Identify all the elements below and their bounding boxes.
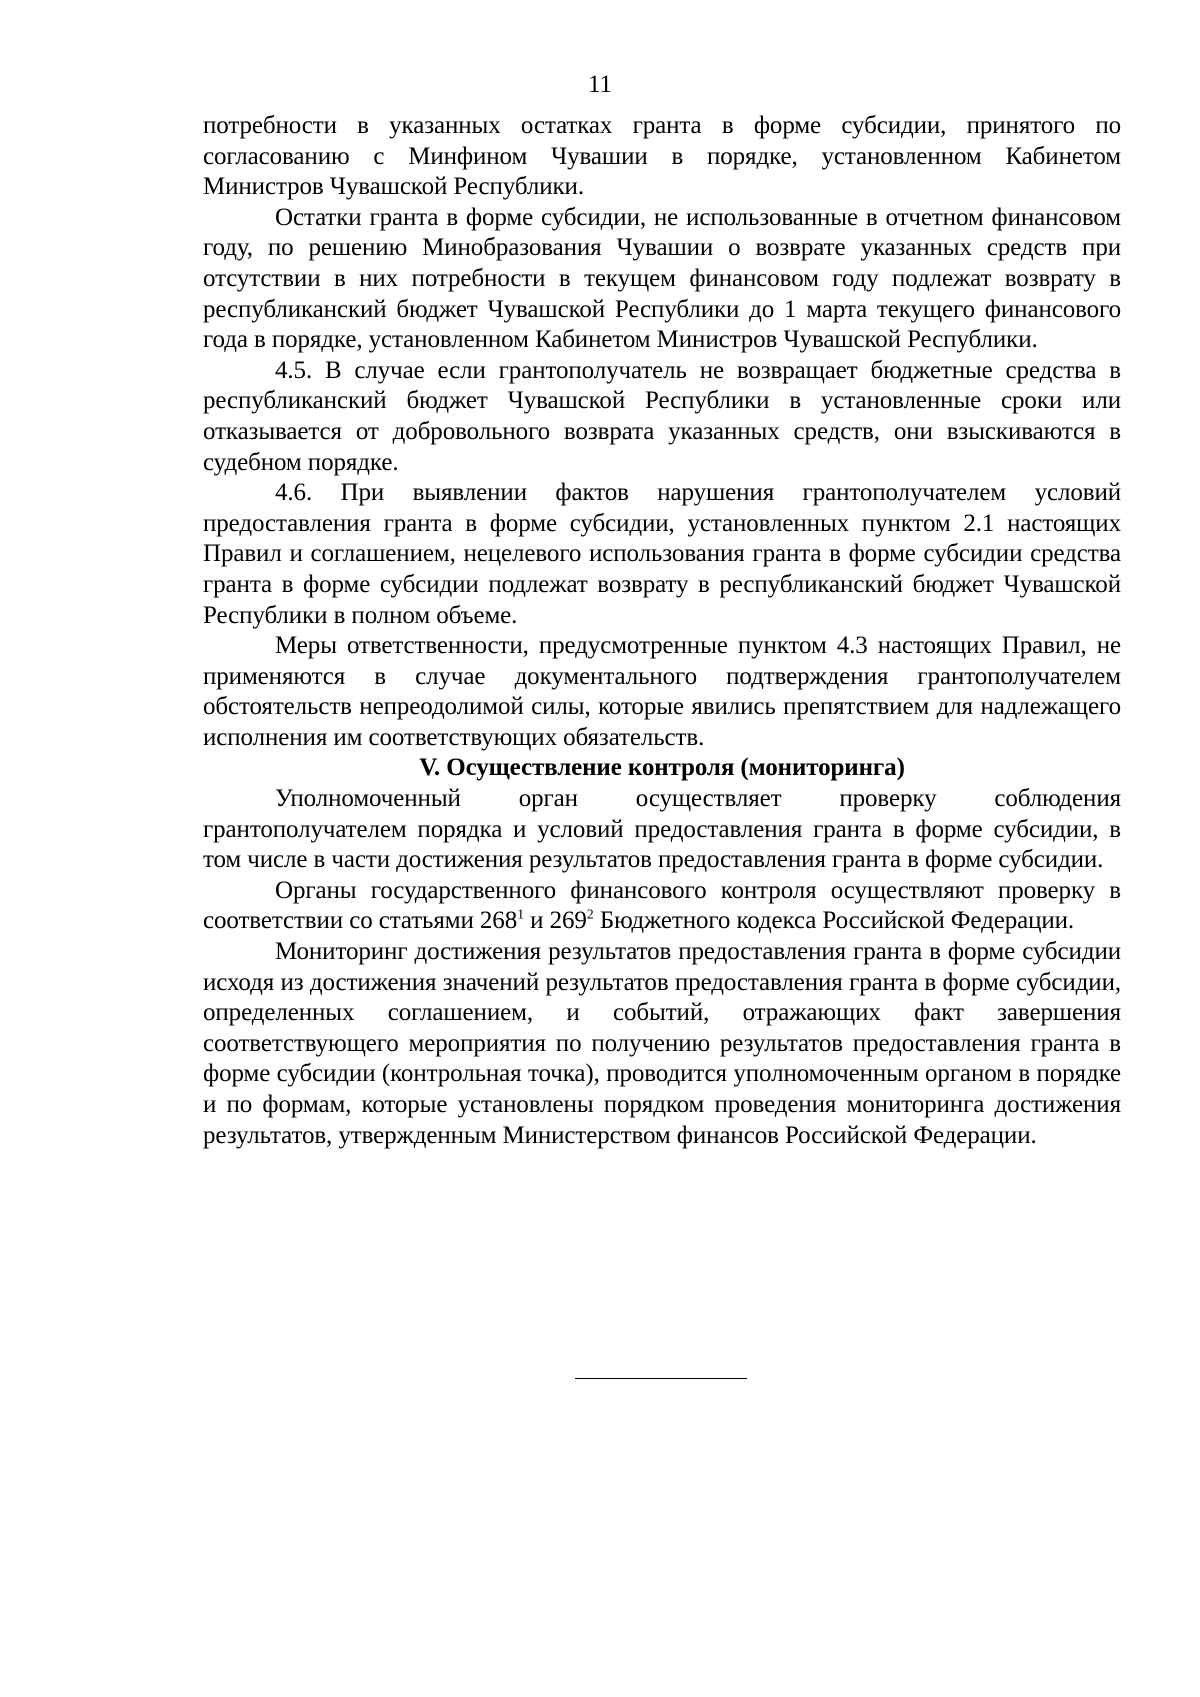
state-control-text-2: и 269 [524, 907, 587, 935]
paragraph-remainders: Остатки гранта в форме субсидии, не использованные в отчетном финансовом году, по решению Минобразования Чувашии о возврате указанных средств при отсутствии в них потребности в текущем финансовом году подлежат возврату в республиканский бюджет Чувашской Республики до 1 марта текущего финансового года в порядке, установленном Кабинетом Министров Чувашской Республики. [203, 203, 1121, 354]
state-control-text-1: Органы государственного финансового контроля осуществляют проверку в соответствии со статьями 268 [203, 876, 1121, 935]
paragraph-authorized-body: Уполномоченный орган осуществляет проверку соблюдения грантополучателем порядка и условий предоставления гранта в форме субсидии, в том числе в части достижения результатов предоставления гранта в форме субсидии. [203, 785, 1121, 874]
paragraph-monitoring: Мониторинг достижения результатов предоставления гранта в форме субсидии исходя из достижения значений результатов предоставления гранта в форме субсидии, определенных соглашением, и событий, отражающих факт завершения соответствующего мероприятия по получению результатов предоставления гранта в форме субсидии (контрольная точка), проводится уполномоченным органом в порядке и по формам, которые установлены порядком проведения мониторинга достижения результатов, утвержденным Министерством финансов Российской Федерации. [203, 938, 1121, 1149]
paragraph-state-control [203, 876, 1121, 937]
page-number: 11 [587, 71, 613, 98]
paragraph-liability: Меры ответственности, предусмотренные пунктом 4.3 настоящих Правил, не применяются в случае документального подтверждения грантополучателем обстоятельств непреодолимой силы, которые явились препятствием для надлежащего исполнения им соответствующих обязательств. [203, 632, 1121, 751]
superscript-1: 1 [517, 908, 525, 924]
section-heading: V. Осуществление контроля (мониторинга) [419, 754, 905, 782]
paragraph-continuation: потребности в указанных остатках гранта в форме субсидии, принятого по согласованию с Минфином Чувашии в порядке, установленном Кабинетом Министров Чувашской Республики. [203, 112, 1121, 201]
paragraph-4-5: 4.5. В случае если грантополучатель не возвращает бюджетные средства в республиканский бюджет Чувашской Республики в установленные сроки или отказывается от добровольного возврата указанных средств, они взыскиваются в судебном порядке. [203, 356, 1121, 476]
state-control-text-3: Бюджетного кодекса Российской Федерации. [593, 907, 1075, 935]
paragraph-4-6: 4.6. При выявлении фактов нарушения грантополучателем условий предоставления гранта в форме субсидии, установленных пунктом 2.1 настоящих Правил и соглашением, нецелевого использования гранта в форме субсидии средства гранта в форме субсидии подлежат возврату в республиканский бюджет Чувашской Республики в полном объеме. [203, 479, 1121, 629]
end-divider-line [575, 1378, 747, 1379]
document-body [203, 111, 1121, 1151]
superscript-2: 2 [586, 908, 594, 924]
